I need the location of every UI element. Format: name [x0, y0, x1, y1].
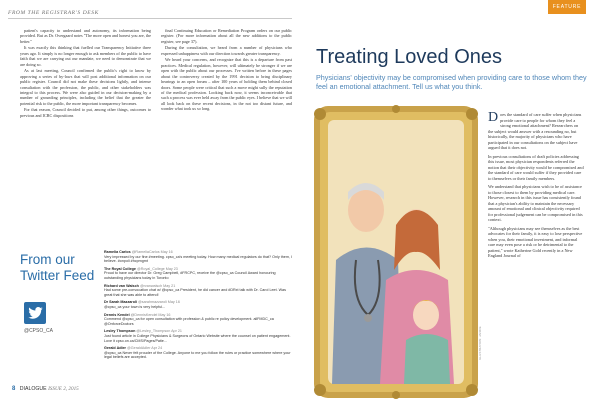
tweet	[104, 284, 292, 298]
figure-child-face	[413, 300, 439, 330]
twitter-title-line1: From our	[20, 252, 75, 267]
tweet-meta: @Royal_College May 23	[137, 266, 178, 271]
tweet-author: The Royal College	[104, 266, 136, 271]
section-tab: FEATURE	[548, 0, 586, 14]
magazine-name: DIALOGUE	[19, 386, 47, 392]
tweet-author: Dr Sarah Mazzaroli	[104, 300, 137, 305]
feature-deck: Physicians' objectivity may be compromised when providing care to those whom they feel an emotional attachment. Tell us what you think.	[316, 73, 587, 91]
twitter-feed-label	[20, 250, 100, 382]
article-column-1	[20, 28, 151, 200]
tweet	[104, 250, 292, 264]
tweet-author: Lesley Thompson	[104, 329, 136, 334]
tweet-text: Very impressed by our fine #meeting. cpso_ca's meeting today. How many medical regulators do that? Only them, I believe. #onpoli #hcpmgmt	[104, 254, 292, 264]
tweet-author: Gerald Adler	[104, 346, 126, 351]
tweet	[104, 313, 292, 327]
paragraph: As at last meeting, Council confirmed the public's right to know by approving a series of by-laws that will post additional information on our public register. Council did not make these decisions lightly, and intense consultation with the profession, the public, and other stakeholders was integral to this process. We were also guided in our decision-making by a number of grounding principles, including the belief that the greater the potential risk to the public, the more important transparency becomes.	[20, 68, 151, 106]
tweet	[104, 300, 292, 309]
paragraph: We understand that physicians wish to be of assistance to those closest to them by providing medical care. However, research in this issue has consistently found that a physician's ability to maintain the necessary amount of emotional and clinical objectivity required for professional judgement can be compromised in this context.	[488, 184, 583, 222]
drop-cap: D	[488, 112, 499, 125]
tweet-meta: @Lesley_Thompson Apr 21	[136, 329, 182, 334]
issue-label: ISSUE 2, 2015	[48, 386, 79, 392]
paragraph-text: oes the standard of care suffer when physicians provide care to people for whom they feel a strong emotional attachment? Researchers on the subject would answer with a resounding no, but historically, the majority of physicians who have participated in our consultations on the subject have argued that it does not.	[488, 112, 582, 150]
feature-headline: Treating Loved Ones	[316, 46, 503, 68]
right-page	[300, 0, 600, 401]
tweet-list	[100, 250, 292, 382]
tweet-meta: @rvanwalsch May 21	[139, 283, 176, 288]
stethoscope-chestpiece	[364, 314, 372, 322]
paragraph: "Although physicians may see themselves as the best advocates for their family, it is easy to lose perspective when you, their emotional investment, and informal care may even pose a risk or be detrimental to the patient," wrote Katherine Gold recently in a New England Journal of	[488, 225, 583, 258]
tweet	[104, 329, 292, 343]
tweet	[104, 346, 292, 360]
twitter-title-line2: Twitter Feed	[20, 268, 95, 283]
tweet-text: Had some pre-convocation chat w/ @cpso_ca President, he did cancer and #DRxt talk with Dr. Carol Leet. Was great that she was able to attend!	[104, 288, 286, 297]
tweet-meta: @sarahmazzaroli May 16	[138, 300, 180, 305]
article-body-columns	[20, 28, 292, 200]
tweet	[104, 267, 292, 281]
paragraph: patient's capacity to understand and autonomy, its information being provided. But as Dr. Overgaard notes "The more open and honest you are, the better."	[20, 28, 151, 44]
tweet-meta: @DennisKendel May 16	[130, 312, 171, 317]
paragraph: In previous consultations of draft policies addressing this issue, most physician respondents referred the notion that their objectivity would be compromised and the standard of care would suffer if they provided care to themselves or their family members.	[488, 153, 584, 181]
tweet-text: Just found article in College Physicians & Surgeons of Ontario Website where the counsel on patient engagement. Love it cpso.on.ca/CMS/Pages/Patie...	[104, 333, 291, 343]
illustration-credit: ILLUSTRATION: JANICE	[478, 326, 482, 360]
tweet-text: Commend @cpso_ca for open consultation with profession & public re policy development. allFMDC_ca @OnforceDoctors	[104, 317, 274, 326]
paragraph: For that reason, Council decided to put, among other things, outcomes to previous and ICRC dispositions	[20, 107, 151, 118]
paragraph: It was exactly this thinking that fuelled our Transparency Initiative three years ago. It simply is no longer enough to ask members of the public to have faith that we are carrying out our mandate, we need to demonstrate that we are doing so.	[20, 45, 151, 67]
paragraph: We heard your concerns, and recognize that this is a departure from past practices. Medical regulation, however, will ultimately be stronger if we are open with the public about our processes. I've written before in these pages about the controversy created by the 1991 decision to bring disciplinary hearings to an open forum – after 100 years of holding them behind closed doors. Some people were critical that such a move might sully the reputation of the medical profession. Looking back now, it seems inconceivable that such a process was ever held away from the public eyes. I believe that we will all look back on these recent decisions, in the not too distant future, and wonder what took us so long.	[161, 57, 292, 112]
feature-body-column	[488, 112, 584, 392]
tweet-author: Richard van Walsch	[104, 283, 139, 288]
paragraph: final Continuing Education or Remediation Program orders on our public register. (For more information about all the new additions to the public register, see page 37).	[161, 28, 292, 44]
tweet-meta: @RameliaCarlos May 16	[131, 250, 173, 254]
tweet-text: Proud to have our director Dr. Greg Campbell, #FRCPC, receive the @cpso_ca Council Award honouring outstanding physicians today in Toronto	[104, 271, 276, 280]
twitter-bird-icon	[24, 302, 46, 324]
page-number: 8	[12, 386, 16, 392]
twitter-feed-section	[20, 250, 292, 382]
twitter-feed-title	[20, 252, 100, 284]
tweet-author: Ramelia Carlos	[104, 250, 131, 254]
tweet-text: @cpso_ca your town is very helpful...	[104, 304, 166, 309]
running-head: FROM THE REGISTRAR'S DESK	[8, 9, 292, 19]
tweet-meta: @GeraldAdler Apr 24	[127, 346, 163, 351]
figure-child-body	[404, 334, 450, 384]
twitter-handle: @CPSO_CA	[24, 328, 53, 334]
tweet-author: Dennis Kendel	[104, 312, 130, 317]
tweet-text: @cpso_ca Never felt prouder of the College. Anyone to me you follow the rules or practice somewhere where your legal beliefs are accepted.	[104, 350, 291, 360]
paragraph: During the consultation, we heard from a number of physicians who expressed unhappiness with our direction towards greater transparency.	[161, 45, 292, 56]
article-column-2	[161, 28, 292, 200]
family-portrait-illustration	[306, 100, 486, 401]
page-folio	[12, 386, 79, 392]
paragraph	[488, 112, 584, 151]
